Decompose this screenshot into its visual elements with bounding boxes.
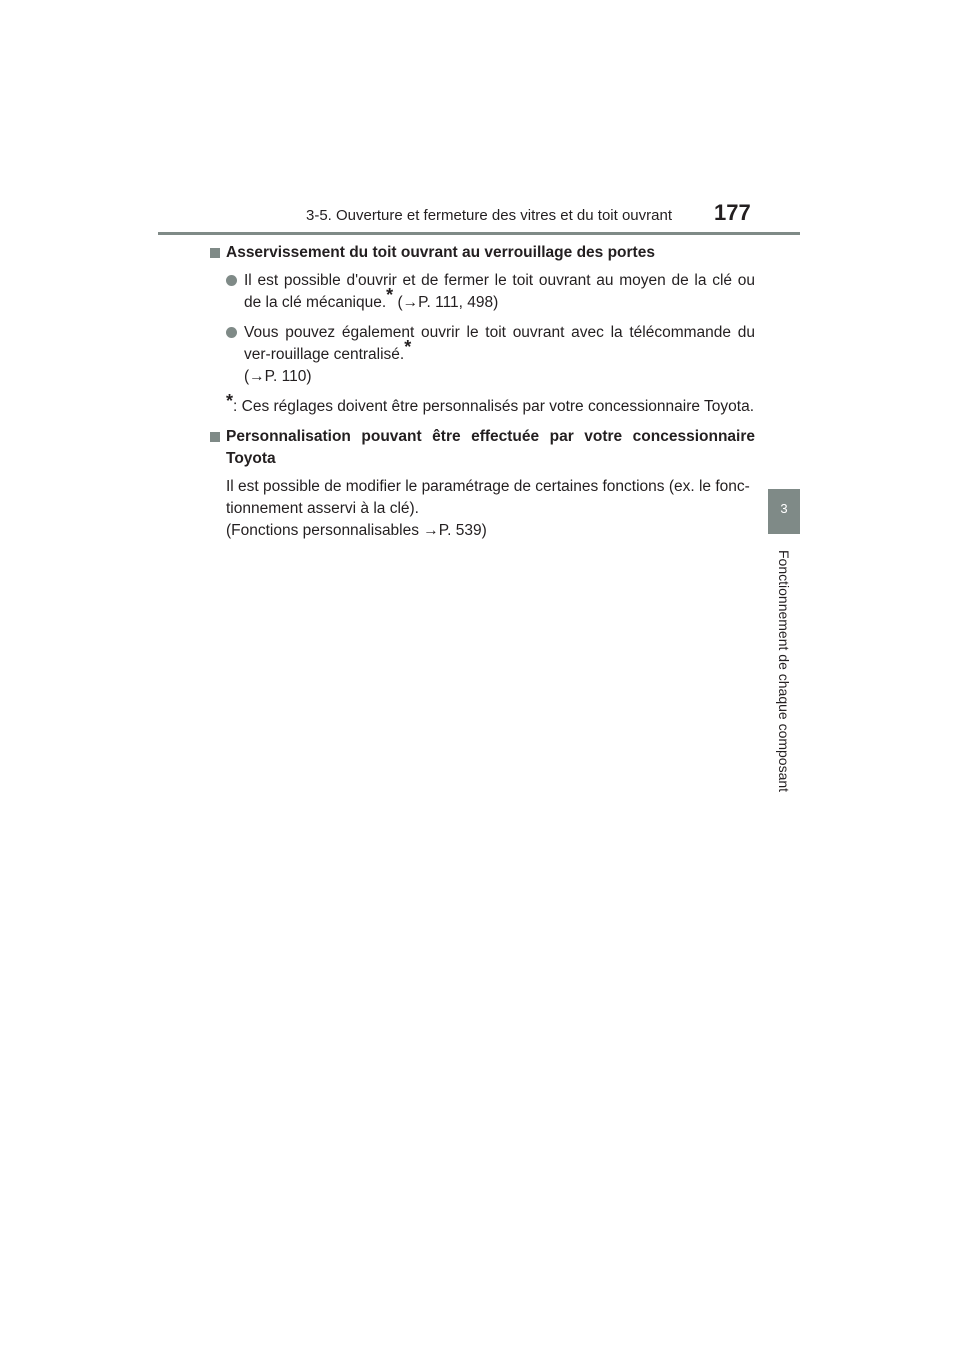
- section-title: 3-5. Ouverture et fermeture des vitres et du toit ouvrant: [305, 207, 672, 224]
- asterisk-mark: *: [226, 391, 234, 411]
- chapter-tab: [768, 489, 800, 534]
- body-paragraph: [226, 476, 755, 542]
- square-bullet-icon: [210, 248, 220, 258]
- round-bullet-icon: [226, 275, 237, 286]
- list-item: [226, 270, 755, 314]
- chapter-number: 3: [780, 501, 788, 516]
- heading-text: Asservissement du toit ouvrant au verrouillage des portes: [226, 244, 655, 261]
- chapter-title: Fonctionnement de chaque composant: [776, 550, 792, 793]
- round-bullet-icon: [226, 327, 237, 338]
- list-item-text: Il est possible d'ouvrir et de fermer le toit ouvrant au moyen de la clé ou de la clé mécanique.: [244, 272, 755, 311]
- asterisk-mark: *: [404, 337, 412, 357]
- page-reference: (→P. 111, 498): [393, 294, 499, 311]
- page-reference: (Fonctions personnalisables →P. 539): [226, 522, 487, 539]
- section-heading-dealer-customization: [210, 426, 755, 470]
- heading-text: Personnalisation pouvant être effectuée par votre concessionnaire Toyota: [226, 428, 755, 467]
- paragraph-text: Il est possible de modifier le paramétrage de certaines fonctions (ex. le fonc-tionnement asservi à la clé).: [226, 478, 750, 517]
- footnote-text: : Ces réglages doivent être personnalisés par votre concessionnaire Toyota.: [233, 398, 754, 415]
- square-bullet-icon: [210, 432, 220, 442]
- asterisk-mark: *: [386, 285, 394, 305]
- header-divider: [158, 232, 800, 235]
- page-content: [210, 242, 755, 542]
- list-item: [226, 322, 755, 388]
- list-item-text: Vous pouvez également ouvrir le toit ouvrant avec la télécommande du ver-rouillage centralisé.: [244, 324, 755, 363]
- section-heading-sunroof-lock: [210, 242, 755, 264]
- page-number: 177: [714, 200, 751, 225]
- footnote: [226, 391, 755, 418]
- page-header: [0, 0, 960, 240]
- page-reference: (→P. 110): [244, 368, 312, 385]
